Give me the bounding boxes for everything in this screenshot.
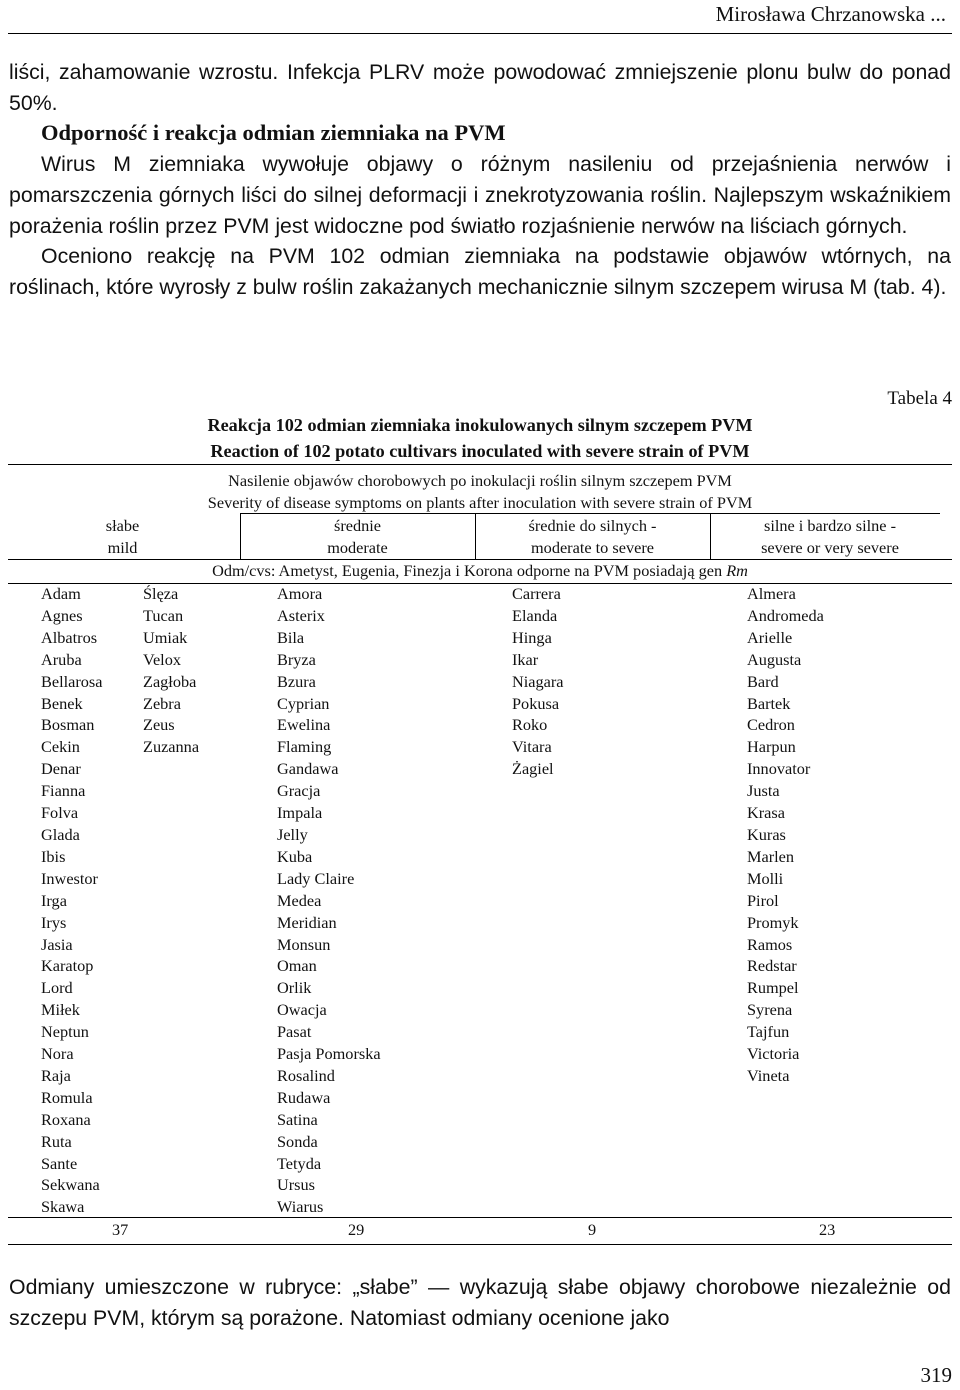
cultivar-name: Glada [41,824,80,844]
cultivar-name: Irys [41,912,67,932]
cultivar-name: Aruba [41,649,82,669]
cultivar-name: Sekwana [41,1175,100,1195]
table-title-en: Reaction of 102 potato cultivars inoculated with severe strain of PVM [210,441,750,461]
header-bottom-rule [8,559,952,560]
category-label-pl: średnie [333,516,381,535]
cultivar-name: Bzura [277,671,316,691]
cultivar-name: Agnes [41,605,83,625]
cultivar-name: Bartek [747,693,791,713]
table-subtitle [20,470,940,514]
cultivar-name: Raja [41,1065,71,1085]
cultivar-name: Ursus [277,1175,315,1195]
cultivar-name: Hinga [512,627,552,647]
table-label: Tabela 4 [887,388,952,409]
cultivar-name: Romula [41,1087,93,1107]
table-subtitle-en: Severity of disease symptoms on plants after inoculation with severe strain of PVM [207,493,753,512]
total-moderate: 29 [348,1220,365,1239]
column-severe [747,583,824,1087]
table-bottom-rule [8,1217,952,1218]
cultivar-name: Vineta [747,1065,790,1085]
cultivar-name: Jasia [41,934,73,954]
cultivar-name: Jelly [277,824,308,844]
cultivar-name: Denar [41,759,81,779]
cultivar-name: Zeus [143,715,175,735]
cultivar-name: Medea [277,890,322,910]
bottom-text-block [9,1272,951,1333]
cultivar-name: Folva [41,803,79,823]
cultivar-name: Ewelina [277,715,331,735]
cultivar-name: Roko [512,715,548,735]
category-label-en: moderate [327,538,388,557]
cultivar-name: Velox [143,649,181,669]
table-end-rule [8,1244,952,1245]
cultivar-name: Innovator [747,759,811,779]
cultivar-name: Harpun [747,737,796,757]
cultivar-name: Adam [41,584,81,603]
category-label-en: severe or very severe [761,538,899,557]
cultivar-name: Bard [747,671,779,691]
cultivar-name: Roxana [41,1109,91,1129]
header-rule [8,33,952,34]
cultivar-name: Rosalind [277,1065,335,1085]
cultivar-name: Irga [41,890,67,910]
column-mild-2 [143,583,199,758]
cultivar-name: Gracja [277,781,321,801]
cultivar-name: Krasa [747,803,785,823]
cultivar-name: Tetyda [277,1153,322,1173]
cultivar-name: Bosman [41,715,95,735]
cultivar-name: Zebra [143,693,181,713]
cultivar-name: Ramos [747,934,793,954]
cultivar-name: Orlik [277,978,312,998]
total-mild: 37 [112,1220,129,1239]
cultivar-name: Pokusa [512,693,560,713]
cultivar-name: Pasat [277,1022,312,1042]
cultivar-name: Miłek [41,1000,80,1020]
column-mild-1 [41,583,102,1218]
cultivar-name: Rudawa [277,1087,331,1107]
cultivar-name: Bryza [277,649,316,669]
cultivar-name: Ślęza [143,584,179,603]
cultivar-name: Oman [277,956,317,976]
cultivar-name: Gandawa [277,759,339,779]
paragraph: Odmiany umieszczone w rubryce: „słabe” — wykazują słabe objawy chorobowe niezależnie od szczepu PVM, którym są porażone. Natomiast odmiany ocenione jako [9,1275,951,1330]
cultivar-name: Marlen [747,846,795,866]
cultivar-name: Monsun [277,934,331,954]
cultivar-name: Tucan [143,605,184,625]
cultivar-name: Lady Claire [277,868,355,888]
top-text-block [9,57,951,303]
category-rule [240,513,940,514]
cultivar-name: Flaming [277,737,332,757]
resistance-note-text: Odm/cvs: Ametyst, Eugenia, Finezja i Korona odporne na PVM posiadają gen [212,561,727,580]
cultivar-name: Redstar [747,956,797,976]
paragraph: Oceniono reakcję na PVM 102 odmian ziemniaka na podstawie objawów wtórnych, na roślinach, które wyrosły z bulw roślin zakażanych mechanicznie silnym szczepem wirusa M (tab. 4). [9,244,951,299]
cultivar-name: Justa [747,781,780,801]
cultivar-name: Karatop [41,956,94,976]
cultivar-name: Zagłoba [143,671,197,691]
cultivar-name: Cekin [41,737,80,757]
category-label-en: moderate to severe [531,538,654,557]
cultivar-name: Impala [277,803,323,823]
column-moderate-to-severe [512,583,564,780]
cultivar-name: Carrera [512,584,561,603]
cultivar-name: Amora [277,584,323,603]
cultivar-name: Ibis [41,846,66,866]
gene-name: Rm [726,561,748,580]
cultivar-name: Ikar [512,649,539,669]
cultivar-name: Augusta [747,649,802,669]
cultivar-name: Sante [41,1153,78,1173]
paragraph: Wirus M ziemniaka wywołuje objawy o różnym nasileniu od przejaśnienia nerwów i pomarszczenia górnych liści do silnej deformacji i znekrotyzowania roślin. Najlepszym wskaźnikiem porażenia roślin przez PVM jest widoczne pod światło rozjaśnienie nerwów na liściach górnych. [9,152,951,238]
paragraph: liści, zahamowanie wzrostu. Infekcja PLRV może powodować zmniejszenie plonu bulw do ponad 50%. [9,60,951,115]
cultivar-name: Molli [747,868,784,888]
cultivar-name: Arielle [747,627,793,647]
cultivar-name: Umiak [143,627,188,647]
cultivar-name: Ruta [41,1131,72,1151]
section-heading: Odporność i reakcja odmian ziemniaka na PVM [41,120,506,146]
cultivar-name: Żagiel [512,759,554,779]
cultivar-name: Benek [41,693,83,713]
cultivar-name: Nora [41,1044,74,1064]
cultivar-name: Pirol [747,890,779,910]
total-severe: 23 [819,1220,836,1239]
category-mild [60,515,185,559]
category-moderate-to-severe [475,515,710,559]
cultivar-name: Pasja Pomorska [277,1044,381,1064]
cultivar-name: Satina [277,1109,318,1129]
table-top-rule [8,464,952,465]
cultivar-name: Bila [277,627,305,647]
category-severe [710,515,950,559]
cultivar-name: Kuras [747,824,786,844]
cultivar-name: Cyprian [277,693,330,713]
cultivar-name: Promyk [747,912,799,932]
cultivar-name: Elanda [512,605,558,625]
cultivar-name: Wiarus [277,1197,324,1217]
cultivar-name: Victoria [747,1044,800,1064]
resistance-note [20,561,940,581]
cultivar-name: Fianna [41,781,86,801]
table-title-pl: Reakcja 102 odmian ziemniaka inokulowanych silnym szczepem PVM [207,415,753,435]
cultivar-name: Bellarosa [41,671,103,691]
cultivar-name: Albatros [41,627,98,647]
table-title [100,412,860,464]
total-moderate-to-severe: 9 [588,1220,597,1239]
running-head: Mirosława Chrzanowska ... [715,2,946,26]
cultivar-name: Andromeda [747,605,824,625]
cultivar-name: Cedron [747,715,795,735]
cultivar-name: Kuba [277,846,313,866]
table-subtitle-pl: Nasilenie objawów chorobowych po inokulacji roślin silnym szczepem PVM [228,471,732,490]
cultivar-name: Niagara [512,671,564,691]
cultivar-name: Vitara [512,737,552,757]
category-label-pl: średnie do silnych - [528,516,657,535]
column-moderate [277,583,381,1218]
cultivar-name: Inwestor [41,868,98,888]
page-number: 319 [920,1363,952,1387]
cultivar-name: Almera [747,584,796,603]
cultivar-name: Rumpel [747,978,799,998]
cultivar-name: Skawa [41,1197,85,1217]
cultivar-name: Tajfun [747,1022,790,1042]
cultivar-name: Lord [41,978,73,998]
cultivar-name: Meridian [277,912,337,932]
category-moderate [240,515,475,559]
cultivar-name: Sonda [277,1131,318,1151]
cultivar-name: Neptun [41,1022,89,1042]
cultivar-name: Syrena [747,1000,793,1020]
category-label-en: mild [107,538,138,557]
cultivar-name: Zuzanna [143,737,200,757]
category-label-pl: słabe [105,516,140,535]
cultivar-name: Asterix [277,605,325,625]
cultivar-name: Owacja [277,1000,327,1020]
category-label-pl: silne i bardzo silne - [763,516,897,535]
